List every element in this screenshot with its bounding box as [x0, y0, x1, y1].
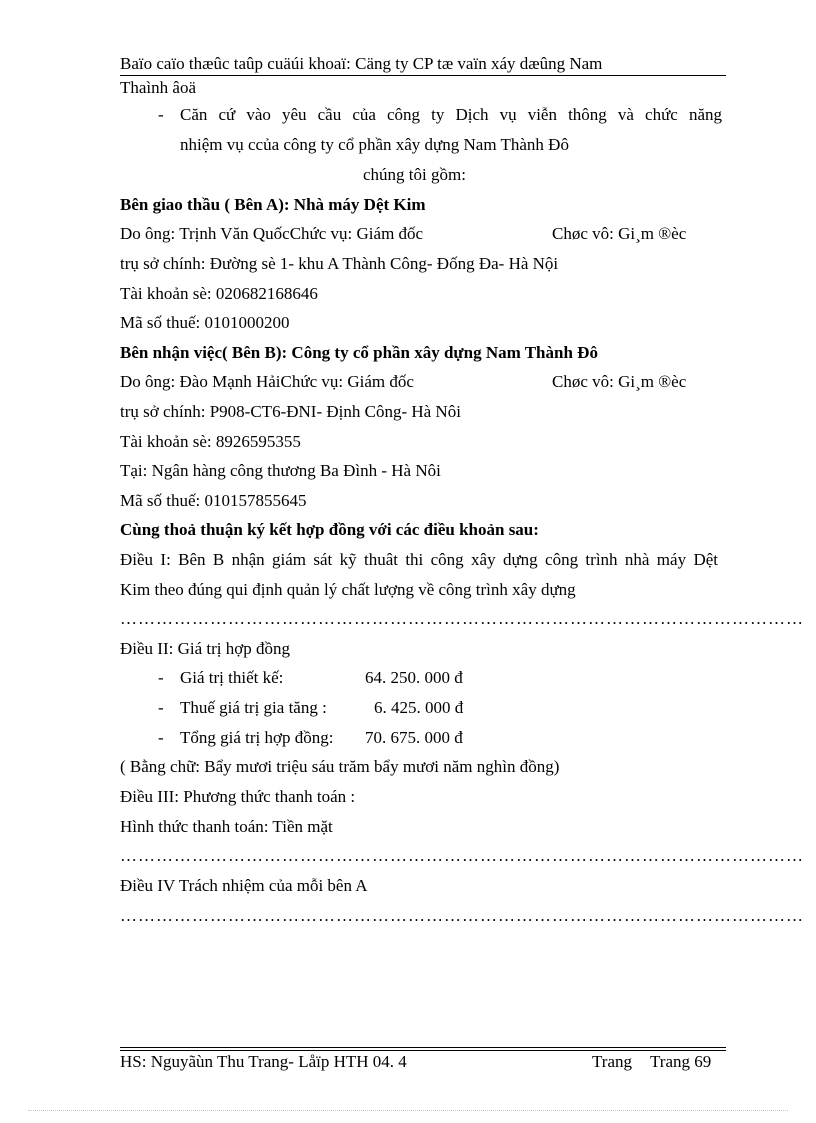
- party-a-account: Tài khoản sè: 020682168646: [120, 284, 318, 303]
- party-a-tax: Mã số thuế: 0101000200: [120, 313, 290, 332]
- party-a-address: trụ sở chính: Đường sè 1- khu A Thành Công- Đống Đa- Hà Nội: [120, 254, 559, 273]
- agreement-heading: Cùng thoả thuận ký kết hợp đồng với các điều khoản sau:: [120, 520, 539, 539]
- article2-title: Điều II: Giá trị hợp đồng: [120, 639, 290, 658]
- party-b-rep-title: Chøc vô: Gi¸m ®èc: [552, 372, 687, 391]
- value-bullet-1: -: [158, 668, 164, 687]
- footer-rule-top: [120, 1047, 726, 1048]
- amount-in-words: ( Bằng chữ: Bẩy mươi triệu sáu trăm bẩy mươi năm nghìn đồng): [120, 757, 560, 776]
- intro-line1: Căn cứ vào yêu cầu của công ty Dịch vụ viễn thông và chức năng: [180, 105, 722, 124]
- total-value-amount: 70. 675. 000 đ: [365, 728, 463, 747]
- dotted-fill-3: ……………………………………………………………………………………………………: [120, 906, 804, 925]
- party-b-tax: Mã số thuế: 010157855645: [120, 491, 307, 510]
- design-value-label: Giá trị thiết kế:: [180, 668, 284, 687]
- party-b-account: Tài khoản sè: 8926595355: [120, 432, 301, 451]
- footer-page-label: Trang: [592, 1052, 632, 1071]
- intro-bullet: -: [158, 105, 164, 124]
- total-value-label: Tổng giá trị hợp đồng:: [180, 728, 334, 747]
- dotted-fill-1: ……………………………………………………………………………………………………: [120, 609, 804, 628]
- footer-student: HS: Nguyãùn Thu Trang- Låïp HTH 04. 4: [120, 1052, 407, 1071]
- vat-amount: 6. 425. 000 đ: [374, 698, 464, 717]
- party-a-heading: Bên giao thầu ( Bên A): Nhà máy Dệt Kim: [120, 195, 426, 214]
- party-b-heading: Bên nhận việc( Bên B): Công ty cổ phần xây dựng Nam Thành Đô: [120, 343, 598, 362]
- article1-line1: Điều I: Bên B nhận giám sát kỹ thuât thi công xây dựng công trình nhà máy Dệt: [120, 550, 718, 569]
- article4-title: Điều IV Trách nhiệm của mỗi bên A: [120, 876, 368, 895]
- dotted-fill-2: ……………………………………………………………………………………………………: [120, 846, 804, 865]
- article1-line2: Kim theo đúng qui định quản lý chất lượng về công trình xây dựng: [120, 580, 576, 599]
- intro-line3: chúng tôi gồm:: [363, 165, 466, 184]
- party-a-rep-title: Chøc vô: Gi¸m ®èc: [552, 224, 687, 243]
- party-a-rep: Do ông: Trịnh Văn QuốcChức vụ: Giám đốc: [120, 224, 424, 243]
- footer-page-number: Trang 69: [650, 1052, 712, 1071]
- party-b-rep: Do ông: Đào Mạnh HảiChức vụ: Giám đốc: [120, 372, 414, 391]
- payment-method: Hình thức thanh toán: Tiền mặt: [120, 817, 333, 836]
- value-bullet-3: -: [158, 728, 164, 747]
- article3-title: Điều III: Phương thức thanh toán :: [120, 787, 356, 806]
- vat-label: Thuế giá trị gia tăng :: [180, 698, 327, 717]
- value-bullet-2: -: [158, 698, 164, 717]
- party-b-bank: Tại: Ngân hàng công thương Ba Đình - Hà Nôi: [120, 461, 441, 480]
- running-header-line2: Thaình âoä: [120, 78, 196, 97]
- intro-line2: nhiệm vụ ccủa công ty cổ phần xây dựng Nam Thành Đô: [180, 135, 569, 154]
- design-value-amount: 64. 250. 000 đ: [365, 668, 463, 687]
- party-b-address: trụ sở chính: P908-CT6-ĐNI- Định Công- Hà Nôi: [120, 402, 461, 421]
- running-header-line1: Baïo caïo thæûc taûp cuäúi khoaï: Cäng ty CP tæ vaïn xáy dæûng Nam: [120, 54, 603, 73]
- page-edge-dots: [28, 1110, 788, 1111]
